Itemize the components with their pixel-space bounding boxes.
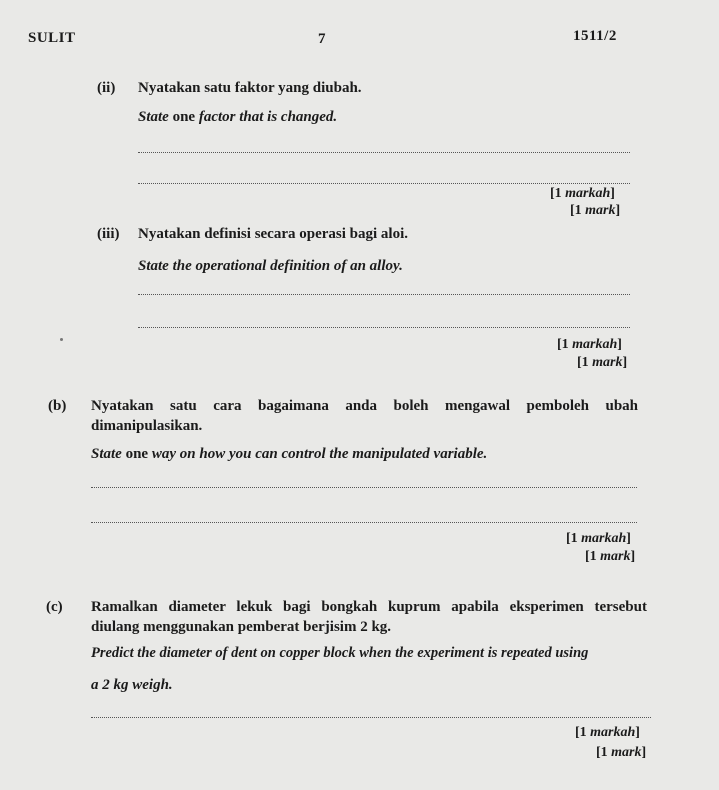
q-b-malay-line-1: Nyatakan satu cara bagaimana anda boleh mengawal pemboleh ubah: [91, 398, 639, 414]
q-c-answer-line[interactable]: [91, 717, 651, 718]
q-b-marks-english: [1 mark]: [585, 549, 636, 564]
q-iii-marks-english: [1 mark]: [577, 355, 628, 370]
q-b-english-text: State one way on how you can control the manipulated variable.: [91, 446, 488, 462]
q-c-malay-line-1: Ramalkan diameter lekuk bagi bongkah kuprum apabila eksperimen tersebut: [91, 599, 647, 615]
q-iii-label: (iii): [97, 226, 120, 242]
q-ii-malay-text: Nyatakan satu faktor yang diubah.: [138, 80, 362, 96]
q-c-marks-english: [1 mark]: [596, 745, 647, 760]
q-ii-marks-malay: [1 markah]: [550, 186, 615, 201]
q-iii-answer-line-2[interactable]: [138, 327, 630, 328]
q-iii-answer-line-1[interactable]: [138, 294, 630, 295]
q-ii-answer-line-2[interactable]: [138, 183, 630, 184]
q-b-answer-line-2[interactable]: [91, 522, 637, 523]
header-paper-code: 1511/2: [573, 28, 617, 44]
q-ii-label: (ii): [97, 80, 116, 96]
q-c-malay-line-2: diulang menggunakan pemberat berjisim 2 kg.: [91, 619, 392, 635]
q-b-marks-malay: [1 markah]: [566, 531, 631, 546]
header-sulit: SULIT: [28, 30, 76, 46]
q-iii-marks-malay: [1 markah]: [557, 337, 622, 352]
q-b-answer-line-1[interactable]: [91, 487, 637, 488]
q-iii-english-text: State the operational definition of an alloy.: [138, 258, 403, 274]
q-ii-english-text: State one factor that is changed.: [138, 109, 338, 125]
q-ii-answer-line-1[interactable]: [138, 152, 630, 153]
q-c-label: (c): [46, 599, 63, 615]
q-c-english-line-1: Predict the diameter of dent on copper block when the experiment is repeated using: [91, 645, 589, 661]
q-b-malay-line-2: dimanipulasikan.: [91, 418, 203, 434]
q-b-label: (b): [48, 398, 67, 414]
paper-speck: [60, 338, 63, 341]
q-ii-marks-english: [1 mark]: [570, 203, 621, 218]
q-iii-malay-text: Nyatakan definisi secara operasi bagi aloi.: [138, 226, 409, 242]
header-page-number: 7: [318, 31, 326, 47]
q-c-marks-malay: [1 markah]: [575, 725, 640, 740]
q-c-english-line-2: a 2 kg weigh.: [91, 677, 173, 693]
